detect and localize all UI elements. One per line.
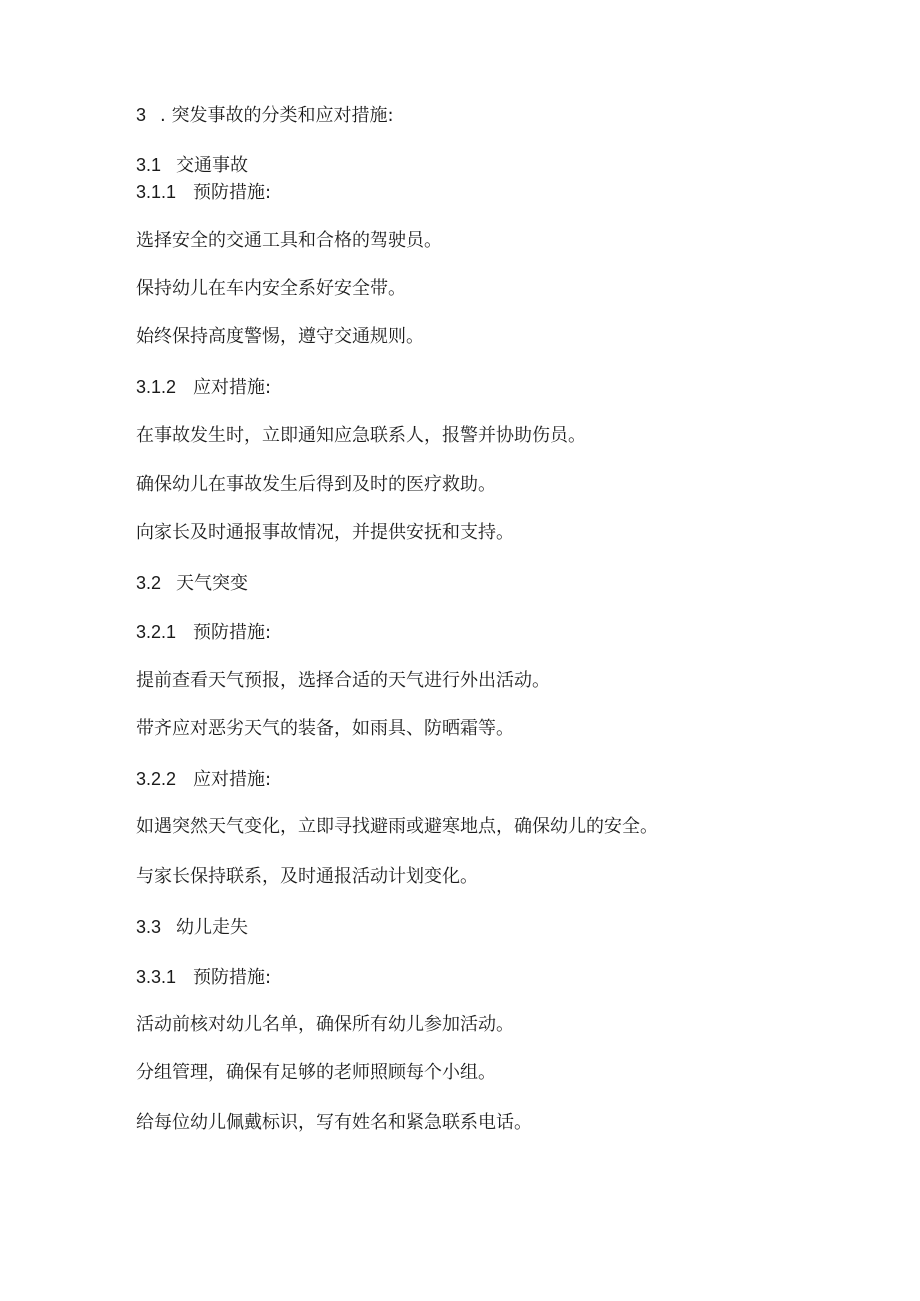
subsubsection-heading-3-1-1	[136, 180, 271, 205]
paragraph: 始终保持高度警惕，遵守交通规则。	[136, 326, 424, 347]
subsection-number: 3.2	[136, 573, 162, 593]
section-title: . 突发事故的分类和应对措施:	[160, 105, 394, 126]
subsection-number: 3.1	[136, 155, 162, 175]
paragraph: 分组管理，确保有足够的老师照顾每个小组。	[136, 1062, 496, 1083]
subsection-title: 交通事故	[176, 155, 248, 176]
subsubsection-title: 预防措施:	[193, 622, 272, 643]
subsubsection-number: 3.1.1	[136, 182, 177, 202]
section-heading	[136, 103, 394, 128]
paragraph: 如遇突然天气变化，立即寻找避雨或避寒地点，确保幼儿的安全。	[136, 816, 658, 837]
subsubsection-number: 3.2.1	[136, 622, 177, 642]
subsubsection-heading-3-3-1	[136, 965, 271, 990]
subsection-heading-3-2	[136, 571, 248, 596]
paragraph: 保持幼儿在车内安全系好安全带。	[136, 278, 406, 299]
paragraph: 向家长及时通报事故情况，并提供安抚和支持。	[136, 522, 514, 543]
subsubsection-title: 预防措施:	[193, 182, 272, 203]
subsubsection-number: 3.2.2	[136, 769, 177, 789]
paragraph: 带齐应对恶劣天气的装备，如雨具、防晒霜等。	[136, 718, 514, 739]
section-number: 3	[136, 105, 147, 125]
paragraph: 在事故发生时，立即通知应急联系人，报警并协助伤员。	[136, 425, 586, 446]
paragraph: 提前查看天气预报，选择合适的天气进行外出活动。	[136, 670, 550, 691]
subsubsection-title: 预防措施:	[193, 967, 272, 988]
subsubsection-heading-3-2-1	[136, 620, 271, 645]
subsubsection-title: 应对措施:	[193, 769, 272, 790]
subsection-title: 天气突变	[176, 573, 248, 594]
subsubsection-title: 应对措施:	[193, 377, 272, 398]
subsubsection-heading-3-1-2	[136, 375, 271, 400]
paragraph: 选择安全的交通工具和合格的驾驶员。	[136, 230, 442, 251]
paragraph: 活动前核对幼儿名单，确保所有幼儿参加活动。	[136, 1014, 514, 1035]
subsection-heading-3-3	[136, 915, 248, 940]
subsection-heading-3-1	[136, 153, 248, 178]
paragraph: 确保幼儿在事故发生后得到及时的医疗救助。	[136, 474, 496, 495]
subsection-title: 幼儿走失	[176, 917, 248, 938]
paragraph: 给每位幼儿佩戴标识，写有姓名和紧急联系电话。	[136, 1112, 532, 1133]
paragraph: 与家长保持联系，及时通报活动计划变化。	[136, 866, 478, 887]
subsubsection-heading-3-2-2	[136, 767, 271, 792]
subsubsection-number: 3.1.2	[136, 377, 177, 397]
subsubsection-number: 3.3.1	[136, 967, 177, 987]
subsection-number: 3.3	[136, 917, 162, 937]
